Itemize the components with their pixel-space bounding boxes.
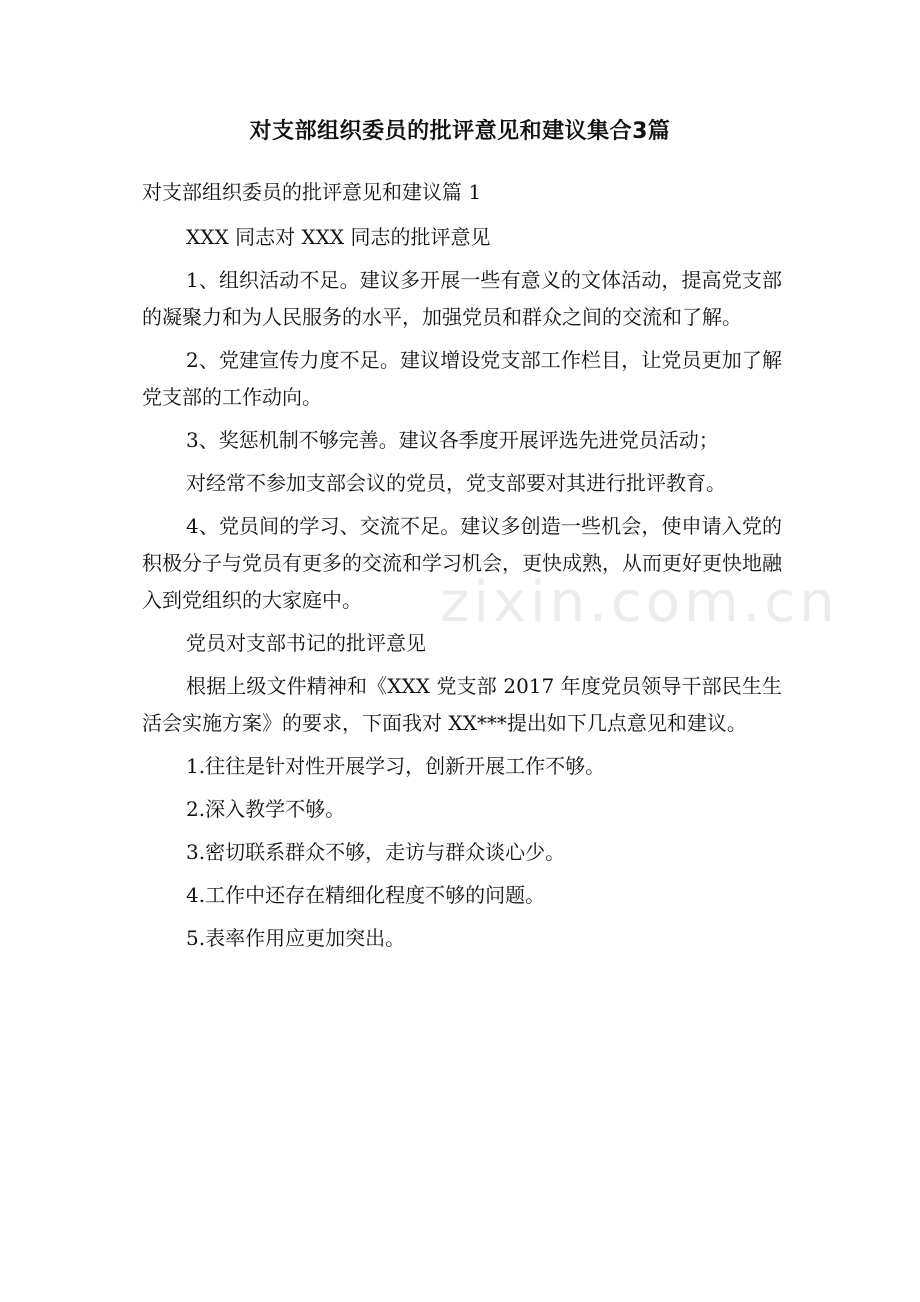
paragraph: 1、组织活动不足。建议多开展一些有意义的文体活动，提高党支部的凝聚力和为人民服务的水平，加强党员和群众之间的交流和了解。 (142, 268, 782, 329)
document-body (142, 174, 782, 957)
paragraph: 4、党员间的学习、交流不足。建议多创造一些机会，使申请入党的积极分子与党员有更多的交流和学习机会，更快成熟，从而更好更快地融入到党组织的大家庭中。 (142, 514, 782, 612)
paragraph: 5.表率作用应更加突出。 (186, 926, 406, 950)
paragraph: 党员对支部书记的批评意见 (186, 631, 426, 655)
watermark: zixin.com.cn (440, 570, 839, 635)
section-heading: 对支部组织委员的批评意见和建议篇 1 (142, 180, 482, 204)
paragraph: XXX 同志对 XXX 同志的批评意见 (186, 225, 491, 249)
paragraph: 2、党建宣传力度不足。建议增设党支部工作栏目，让党员更加了解党支部的工作动向。 (142, 348, 782, 409)
document-title: 对支部组织委员的批评意见和建议集合3篇 (249, 119, 671, 144)
paragraph: 对经常不参加支部会议的党员，党支部要对其进行批评教育。 (186, 471, 726, 495)
paragraph: 3、奖惩机制不够完善。建议各季度开展评选先进党员活动； (186, 428, 719, 452)
paragraph: 3.密切联系群众不够，走访与群众谈心少。 (186, 840, 566, 864)
paragraph: 4.工作中还存在精细化程度不够的问题。 (186, 883, 546, 907)
paragraph: 2.深入教学不够。 (186, 797, 346, 821)
paragraph: 根据上级文件精神和《XXX 党支部 2017 年度党员领导干部民生生活会实施方案》的要求，下面我对 XX***提出如下几点意见和建议。 (142, 674, 782, 735)
paragraph: 1.往往是针对性开展学习，创新开展工作不够。 (186, 754, 606, 778)
